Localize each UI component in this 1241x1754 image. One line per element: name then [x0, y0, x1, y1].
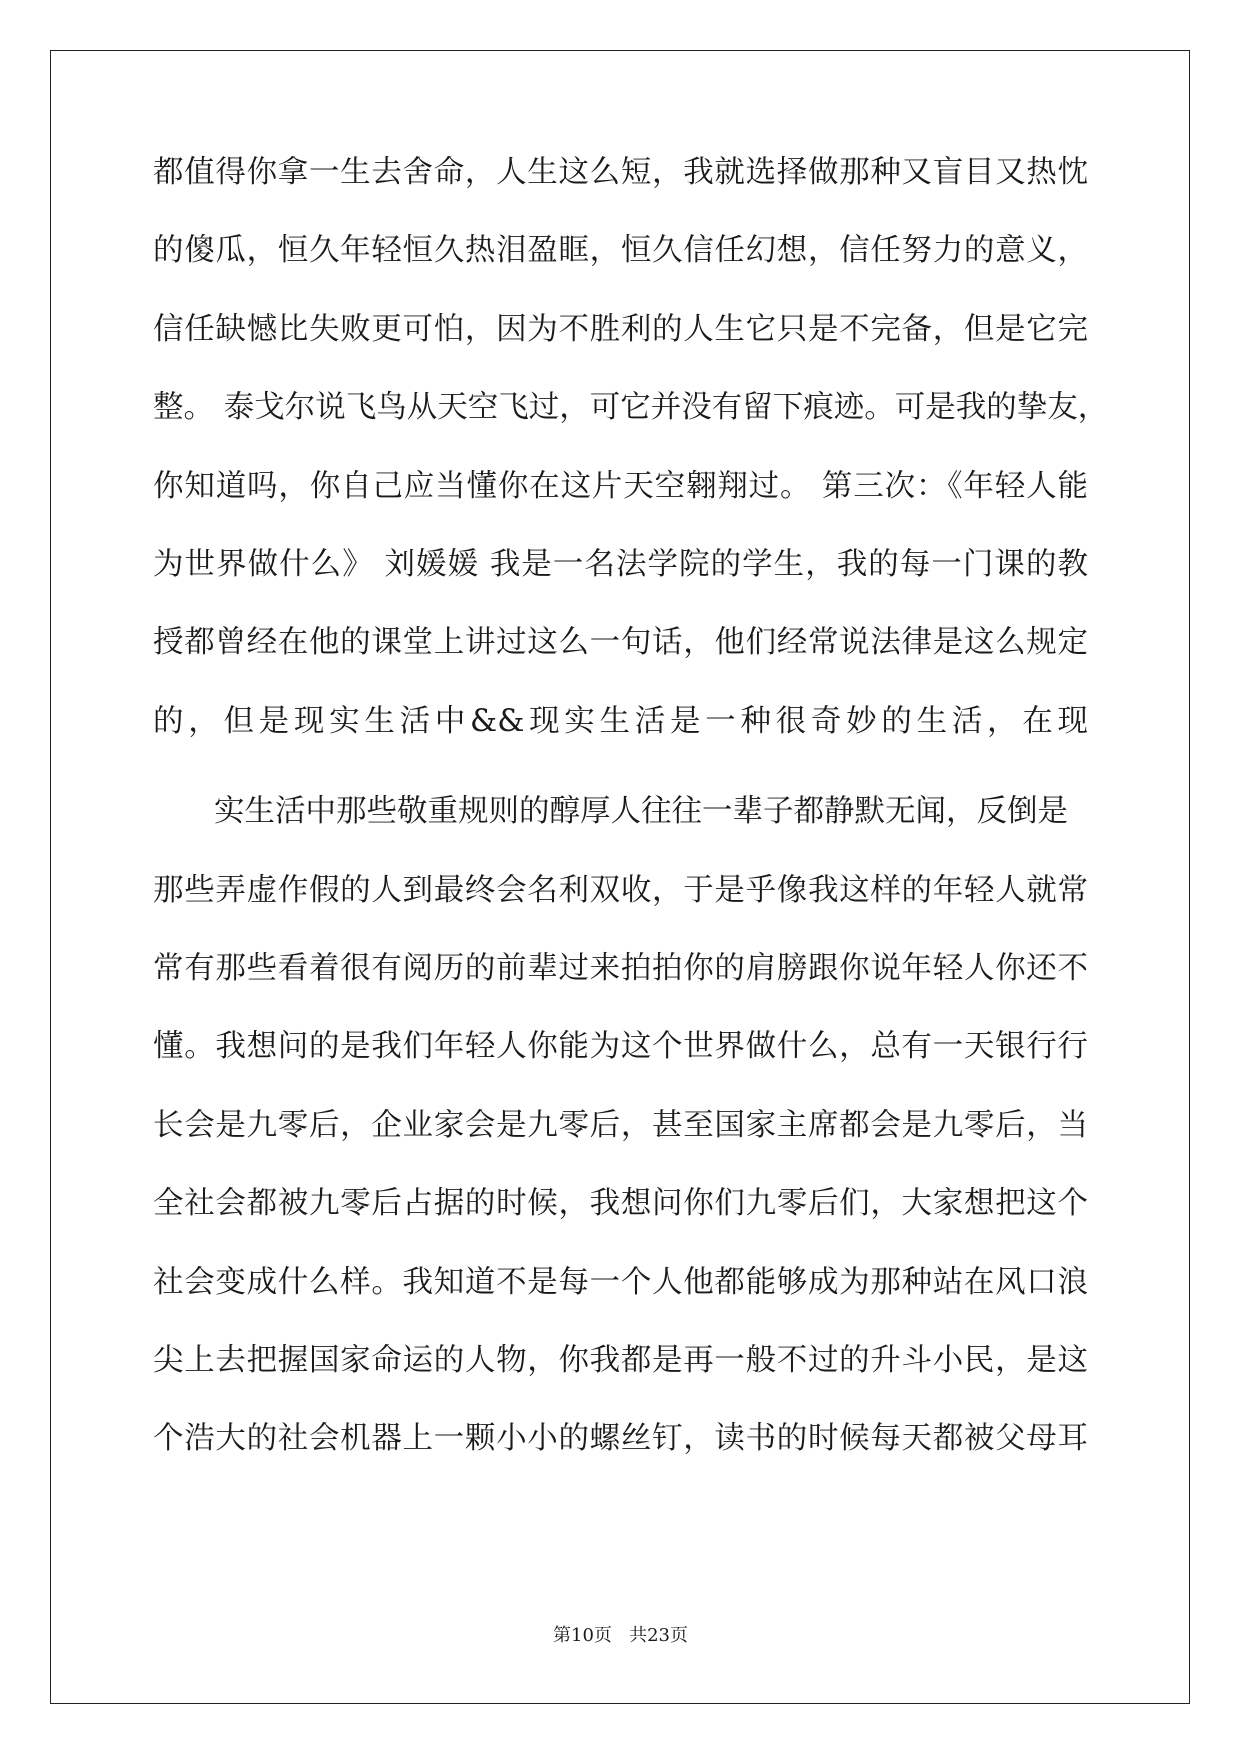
text-line: 那些弄虚作假的人到最终会名利双收，于是乎像我这样的年轻人就常 — [153, 872, 1088, 908]
page-total: 共23页 — [629, 1625, 688, 1646]
text-line: 懂。我想问的是我们年轻人你能为这个世界做什么，总有一天银行行 — [153, 1029, 1088, 1065]
text-line: 授都曾经在他的课堂上讲过这么一句话，他们经常说法律是这么规定 — [153, 625, 1088, 661]
text-line: 全社会都被九零后占据的时候，我想问你们九零后们，大家想把这个 — [153, 1186, 1088, 1222]
text-line: 实生活中那些敬重规则的醇厚人往往一辈子都静默无闻，反倒是 — [153, 794, 1068, 830]
text-line: 常有那些看着很有阅历的前辈过来拍拍你的肩膀跟你说年轻人你还不 — [153, 951, 1088, 986]
text-line: 信任缺憾比失败更可怕，因为不胜利的人生它只是不完备，但是它完 — [153, 311, 1088, 347]
text-line: 的，但是现实生活中&&现实生活是一种很奇妙的生活，在现 — [153, 703, 1088, 739]
text-line: 都值得你拿一生去舍命，人生这么短，我就选择做那种又盲目又热忱 — [153, 155, 1088, 190]
footer-separator — [612, 1625, 629, 1646]
text-line: 为世界做什么》 刘媛媛 我是一名法学院的学生，我的每一门课的教 — [153, 547, 1088, 582]
text-line: 尖上去把握国家命运的人物，你我都是再一般不过的升斗小民，是这 — [153, 1343, 1088, 1378]
page-footer — [0, 1624, 1241, 1648]
text-line: 的傻瓜，恒久年轻恒久热泪盈眶，恒久信任幻想，信任努力的意义， — [153, 233, 1088, 269]
page-number: 第10页 — [553, 1625, 612, 1646]
text-line: 个浩大的社会机器上一颗小小的螺丝钉，读书的时候每天都被父母耳 — [153, 1421, 1088, 1457]
text-line: 整。 泰戈尔说飞鸟从天空飞过，可它并没有留下痕迹。可是我的挚友， — [153, 390, 1109, 426]
text-line: 长会是九零后，企业家会是九零后，甚至国家主席都会是九零后，当 — [153, 1107, 1088, 1143]
text-line: 社会变成什么样。我知道不是每一个人他都能够成为那种站在风口浪 — [153, 1264, 1088, 1300]
text-line: 你知道吗，你自己应当懂你在这片天空翱翔过。 第三次：《年轻人能 — [153, 468, 1088, 504]
